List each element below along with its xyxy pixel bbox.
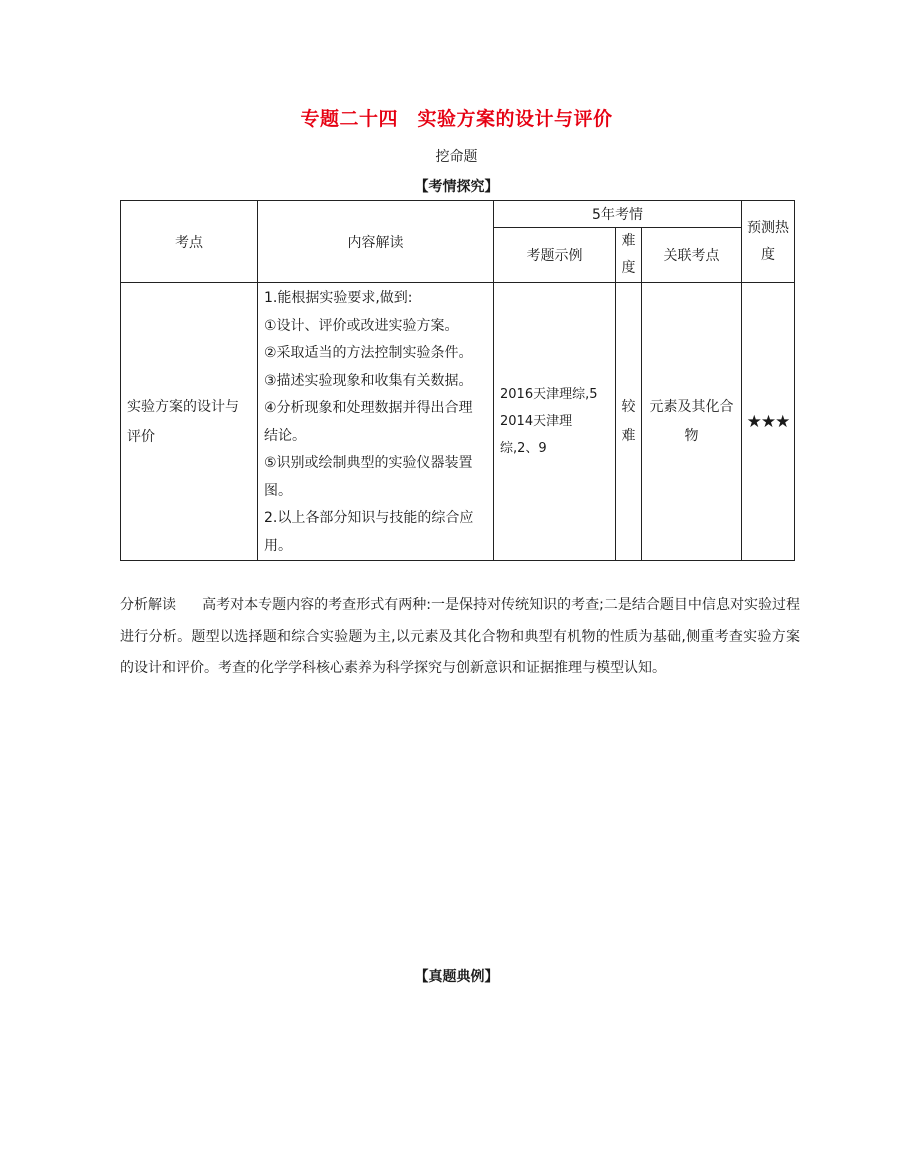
cell-examples — [494, 283, 616, 561]
header-examples: 考题示例 — [494, 228, 616, 283]
header-difficulty — [616, 228, 642, 283]
content-line: ①设计、评价或改进实验方案。 — [264, 317, 459, 334]
header-five-year: 5年考情 — [494, 201, 742, 228]
example-line: 2016天津理综,5 — [500, 387, 598, 402]
example-line: 2014天津理 — [500, 414, 573, 429]
table-row — [121, 283, 795, 561]
content-line: 2.以上各部分知识与技能的综合应 — [264, 510, 474, 526]
header-forecast — [742, 201, 795, 283]
content-line: 图。 — [264, 482, 292, 499]
content-line: ⑤识别或绘制典型的实验仪器装置 — [264, 455, 473, 471]
content-line: 结论。 — [264, 427, 306, 444]
cell-forecast — [742, 283, 795, 561]
analysis-label: 分析解读 — [120, 597, 177, 613]
kaodian-line1: 实验方案的设计与 — [127, 398, 239, 415]
kaodian-line2: 评价 — [127, 428, 155, 445]
difficulty-line1: 较 — [621, 398, 636, 415]
header-kaodian: 考点 — [121, 201, 258, 283]
section-heading: 【考情探究】 — [414, 179, 499, 195]
analysis-text: 高考对本专题内容的考查形式有两种:一是保持对传统知识的考查;二是结合题目中信息对实验过程进行分析。题型以选择题和综合实验题为主,以元素及其化合物和典型有机物的性质为基础,侧重考查实验方案的设计和评价。考查的化学学科核心素养为科学探究与创新意识和证据推理与模型认知。 — [120, 597, 801, 676]
cell-related — [642, 283, 742, 561]
analysis-paragraph — [120, 590, 800, 685]
exam-analysis-table — [120, 200, 795, 561]
page-title: 专题二十四 实验方案的设计与评价 — [300, 108, 613, 130]
difficulty-line2: 难 — [621, 427, 636, 444]
cell-difficulty — [616, 283, 642, 561]
related-line2: 物 — [684, 427, 699, 444]
header-content: 内容解读 — [258, 201, 494, 283]
example-line: 综,2、9 — [500, 441, 547, 456]
cell-content — [258, 283, 494, 561]
content-line: 用。 — [264, 537, 292, 554]
header-forecast-line2: 度 — [761, 246, 776, 263]
bottom-heading: 【真题典例】 — [414, 969, 499, 985]
header-difficulty-line2: 度 — [621, 260, 636, 276]
content-line: ③描述实验现象和收集有关数据。 — [264, 372, 473, 389]
header-forecast-line1: 预测热 — [747, 219, 790, 236]
content-line: ④分析现象和处理数据并得出合理 — [264, 400, 473, 416]
header-difficulty-line1: 难 — [621, 233, 636, 249]
related-line1: 元素及其化合 — [649, 398, 734, 415]
content-line: 1.能根据实验要求,做到: — [264, 290, 413, 306]
subtitle: 挖命题 — [435, 149, 478, 165]
forecast-stars: ★★★ — [746, 411, 790, 432]
content-line: ②采取适当的方法控制实验条件。 — [264, 345, 473, 361]
cell-kaodian — [121, 283, 258, 561]
header-related: 关联考点 — [642, 228, 742, 283]
